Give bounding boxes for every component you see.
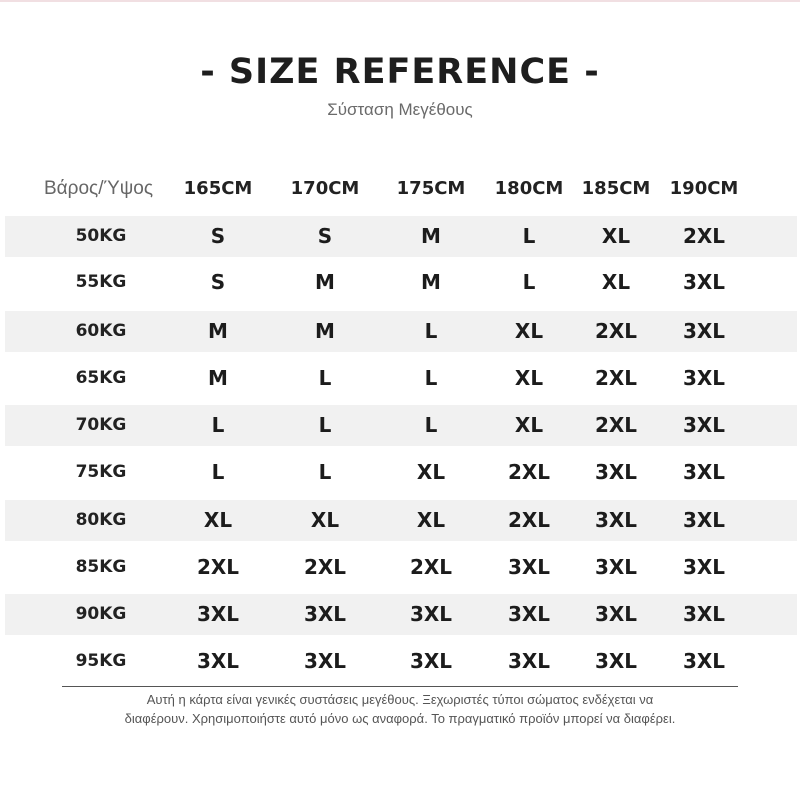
height-header-3: 175CM: [396, 178, 466, 199]
weight-height-corner-label: Βάρος/Ύψος: [44, 178, 153, 199]
weight-label: 90KG: [75, 604, 127, 624]
height-header-1: 165CM: [183, 178, 253, 199]
table-row: [5, 358, 797, 399]
size-cell: 3XL: [303, 649, 347, 673]
size-cell: M: [421, 270, 441, 294]
table-row: [5, 641, 797, 682]
weight-label: 80KG: [75, 510, 127, 530]
page-title: - SIZE REFERENCE -: [200, 52, 600, 92]
size-cell: 3XL: [682, 602, 726, 626]
size-cell: M: [315, 319, 335, 343]
size-cell: 2XL: [594, 319, 638, 343]
size-cell: XL: [203, 508, 233, 532]
size-cell: 3XL: [594, 460, 638, 484]
size-cell: L: [318, 413, 332, 437]
size-cell: 2XL: [507, 460, 551, 484]
size-cell: XL: [416, 460, 446, 484]
table-row: [5, 547, 797, 588]
footer-note: [40, 690, 760, 728]
size-cell: S: [210, 270, 226, 294]
weight-label: 95KG: [75, 651, 127, 671]
size-cell: M: [421, 224, 441, 248]
size-cell: 2XL: [682, 224, 726, 248]
size-cell: 3XL: [682, 270, 726, 294]
size-cell: M: [208, 319, 228, 343]
size-cell: XL: [514, 413, 544, 437]
size-cell: XL: [310, 508, 340, 532]
size-cell: 2XL: [409, 555, 453, 579]
size-cell: S: [210, 224, 226, 248]
size-cell: XL: [601, 270, 631, 294]
weight-label: 60KG: [75, 321, 127, 341]
size-cell: 3XL: [594, 508, 638, 532]
size-cell: 3XL: [594, 555, 638, 579]
size-cell: 2XL: [594, 366, 638, 390]
weight-label: 65KG: [75, 368, 127, 388]
size-cell: L: [522, 224, 536, 248]
table-row: [5, 262, 797, 303]
size-cell: L: [318, 460, 332, 484]
size-cell: 3XL: [594, 602, 638, 626]
top-border: [0, 0, 800, 2]
size-cell: 2XL: [507, 508, 551, 532]
size-cell: L: [211, 460, 225, 484]
size-cell: XL: [416, 508, 446, 532]
table-row: [5, 452, 797, 493]
size-cell: 3XL: [409, 649, 453, 673]
size-cell: M: [208, 366, 228, 390]
size-cell: S: [317, 224, 333, 248]
size-cell: 2XL: [303, 555, 347, 579]
size-cell: 3XL: [682, 649, 726, 673]
size-cell: L: [211, 413, 225, 437]
height-header-5: 185CM: [581, 178, 651, 199]
height-header-4: 180CM: [494, 178, 564, 199]
size-cell: L: [318, 366, 332, 390]
page-subtitle: Σύσταση Μεγέθους: [327, 100, 473, 119]
table-row: [5, 405, 797, 446]
table-row: [5, 311, 797, 352]
weight-label: 70KG: [75, 415, 127, 435]
height-header-2: 170CM: [290, 178, 360, 199]
size-cell: 3XL: [507, 602, 551, 626]
size-cell: 2XL: [594, 413, 638, 437]
size-cell: M: [315, 270, 335, 294]
weight-label: 55KG: [75, 272, 127, 292]
size-cell: 3XL: [682, 413, 726, 437]
size-cell: L: [424, 413, 438, 437]
size-cell: 3XL: [682, 460, 726, 484]
size-cell: 2XL: [196, 555, 240, 579]
size-cell: 3XL: [682, 319, 726, 343]
size-cell: 3XL: [196, 602, 240, 626]
footer-divider: [62, 686, 738, 687]
size-cell: L: [424, 366, 438, 390]
height-header-row: [0, 168, 800, 212]
size-cell: 3XL: [682, 366, 726, 390]
size-cell: 3XL: [196, 649, 240, 673]
table-row: [5, 216, 797, 257]
size-cell: L: [424, 319, 438, 343]
size-cell: 3XL: [507, 555, 551, 579]
size-cell: 3XL: [682, 555, 726, 579]
table-row: [5, 500, 797, 541]
size-cell: XL: [514, 366, 544, 390]
size-cell: 3XL: [507, 649, 551, 673]
table-row: [5, 594, 797, 635]
weight-label: 85KG: [75, 557, 127, 577]
footer-note-line-2: διαφέρουν. Χρησιμοποιήστε αυτό μόνο ως αναφορά. Το πραγματικό προϊόν μπορεί να διαφέρει.: [124, 711, 676, 726]
size-cell: 3XL: [303, 602, 347, 626]
size-cell: XL: [514, 319, 544, 343]
size-cell: XL: [601, 224, 631, 248]
footer-note-line-1: Αυτή η κάρτα είναι γενικές συστάσεις μεγέθους. Ξεχωριστές τύποι σώματος ενδέχεται να: [146, 692, 654, 707]
size-cell: 3XL: [409, 602, 453, 626]
size-cell: L: [522, 270, 536, 294]
size-cell: 3XL: [682, 508, 726, 532]
weight-label: 50KG: [75, 226, 127, 246]
size-cell: 3XL: [594, 649, 638, 673]
height-header-6: 190CM: [669, 178, 739, 199]
weight-label: 75KG: [75, 462, 127, 482]
